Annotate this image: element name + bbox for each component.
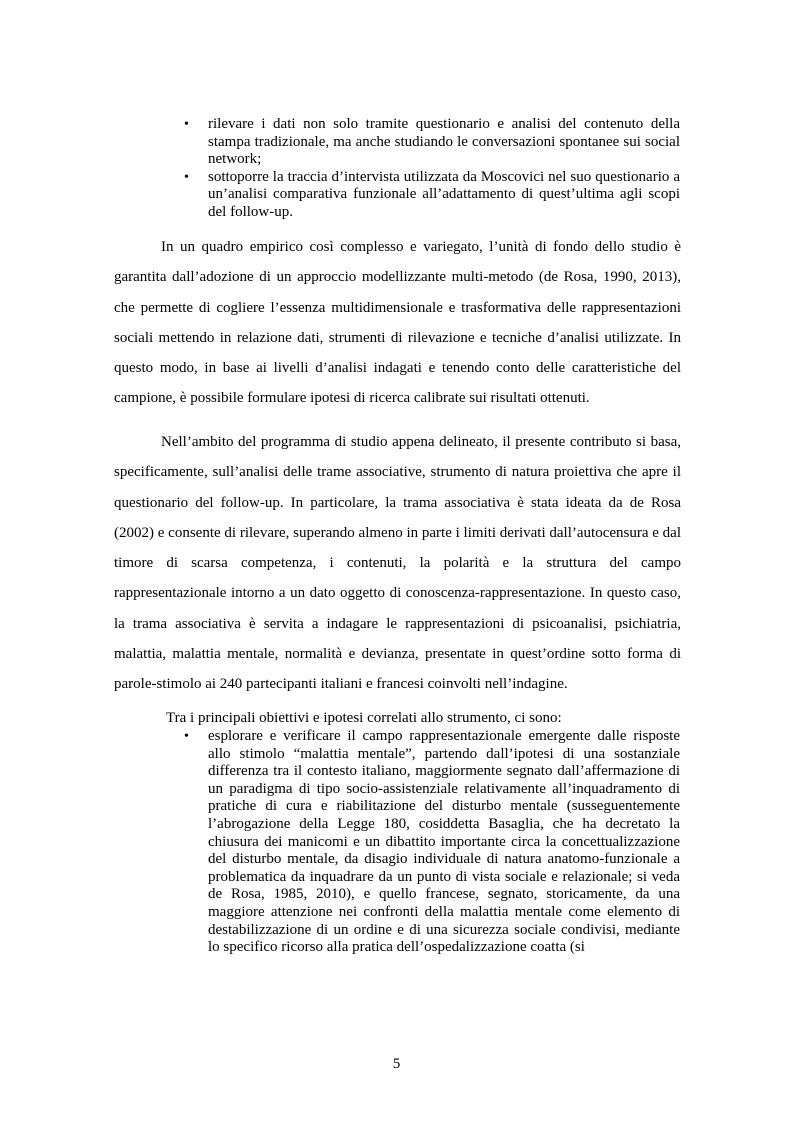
bullet-icon: • — [184, 117, 189, 132]
list-item-text: esplorare e verificare il campo rappresentazionale emergente dalle risposte allo stimolo “malattia mentale”, partendo dall’ipotesi di una sostanziale differenza tra il contesto italiano, maggiormente segnato dall’affermazione di un paradigma di tipo socio-assistenziale relativamente all’inquadramento di pratiche di cura e riabilitazione del disturbo mentale (susseguentemente l’abrogazione della Legge 180, cosiddetta Basaglia, che ha decretato la chiusura dei manicomi e un dibattito importante circa la concettualizzazione del disturbo mentale, da disagio individuale di natura anatomo-funzionale a problematica da inquadrare da un punto di vista sociale e relazionale; si veda de Rosa, 1985, 2010), e quello francese, segnato, storicamente, da una maggiore attenzione nei confronti della malattia mentale come elemento di destabilizzazione di un ordine e di una sicurezza sociale condivisi, mediante lo specifico ricorso alla pratica dell’ospedalizzazione coatta (si — [208, 728, 680, 956]
bullet-icon: • — [184, 169, 189, 185]
page-number: 5 — [392, 1056, 401, 1072]
objectives-list — [186, 116, 680, 222]
body-paragraph: In un quadro empirico così complesso e variegato, l’unità di fondo dello studio è garantita dall’adozione di un approccio modellizzante multi-metodo (de Rosa, 1990, 2013), che permette di cogliere l’essenza multidimensionale e trasformativa delle rappresentazioni sociali mettendo in relazione dati, strumenti di rilevazione e tecniche d’analisi utilizzate. In questo modo, in base ai livelli d’analisi indagati e tenendo conto delle caratteristiche del campione, è possibile formulare ipotesi di ricerca calibrate sui risultati ottenuti. — [114, 239, 681, 407]
bullet-icon: • — [184, 729, 189, 744]
list-item — [186, 169, 680, 222]
body-paragraph: Nell’ambito del programma di studio appena delineato, il presente contributo si basa, specificamente, sull’analisi delle trame associative, strumento di natura proiettiva che apre il questionario del follow-up. In particolare, la trama associativa è stata ideata da de Rosa (2002) e consente di rilevare, superando almeno in parte i limiti derivati dall’autocensura e dal timore di scarsa competenza, i contenuti, la polarità e la struttura del campo rappresentazionale intorno a un dato oggetto di conoscenza-rappresentazione. In questo caso, la trama associativa è servita a indagare le rappresentazioni di psicoanalisi, psichiatria, malattia, malattia mentale, normalità e devianza, presentate in quest’ordine sotto forma di parole-stimolo ai 240 partecipanti italiani e francesi coinvolti nell’indagine. — [114, 434, 681, 693]
list-item — [186, 116, 680, 169]
hypotheses-list — [186, 728, 680, 957]
list-intro: Tra i principali obiettivi e ipotesi correlati allo strumento, ci sono: — [166, 710, 562, 726]
list-item — [186, 728, 680, 957]
list-item-text: sottoporre la traccia d’intervista utilizzata da Moscovici nel suo questionario a un’analisi comparativa funzionale all’adattamento di quest’ultima agli scopi del follow-up. — [208, 168, 680, 220]
list-item-text: rilevare i dati non solo tramite questionario e analisi del contenuto della stampa tradizionale, ma anche studiando le conversazioni spontanee sui social network; — [208, 116, 680, 168]
